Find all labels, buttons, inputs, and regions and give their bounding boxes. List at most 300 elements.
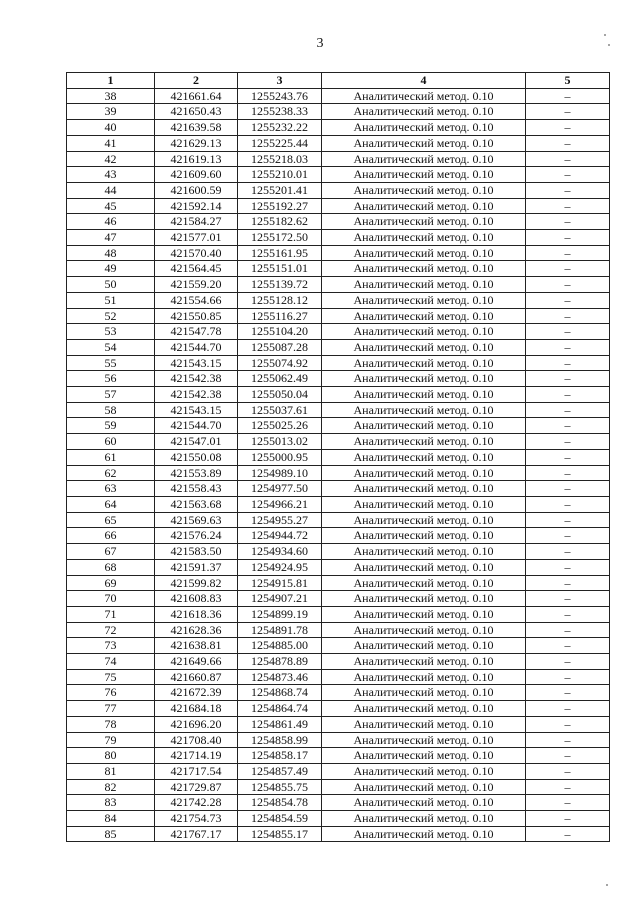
coordinate-x-cell: 421600.59 (155, 182, 238, 198)
method-accuracy-cell: Аналитический метод. 0.10 (322, 88, 526, 104)
description-cell: – (526, 654, 610, 670)
table-row (67, 496, 610, 512)
method-accuracy-cell: Аналитический метод. 0.10 (322, 261, 526, 277)
coordinate-y-cell: 1255182.62 (238, 214, 322, 230)
table-row (67, 387, 610, 403)
method-accuracy-cell: Аналитический метод. 0.10 (322, 591, 526, 607)
description-cell: – (526, 339, 610, 355)
table-row (67, 230, 610, 246)
description-cell: – (526, 496, 610, 512)
method-accuracy-cell: Аналитический метод. 0.10 (322, 308, 526, 324)
method-accuracy-cell: Аналитический метод. 0.10 (322, 528, 526, 544)
description-cell: – (526, 544, 610, 560)
table-row (67, 465, 610, 481)
point-number-cell: 65 (67, 512, 155, 528)
coordinate-x-cell: 421754.73 (155, 811, 238, 827)
coordinate-y-cell: 1254989.10 (238, 465, 322, 481)
point-number-cell: 48 (67, 245, 155, 261)
description-cell: – (526, 779, 610, 795)
point-number-cell: 46 (67, 214, 155, 230)
method-accuracy-cell: Аналитический метод. 0.10 (322, 544, 526, 560)
table-row (67, 512, 610, 528)
table-row (67, 198, 610, 214)
table-row (67, 716, 610, 732)
table-row (67, 795, 610, 811)
table-row (67, 277, 610, 293)
coordinate-x-cell: 421543.15 (155, 402, 238, 418)
point-number-cell: 74 (67, 654, 155, 670)
method-accuracy-cell: Аналитический метод. 0.10 (322, 575, 526, 591)
coordinate-y-cell: 1255243.76 (238, 88, 322, 104)
coordinate-x-cell: 421569.63 (155, 512, 238, 528)
method-accuracy-cell: Аналитический метод. 0.10 (322, 465, 526, 481)
point-number-cell: 38 (67, 88, 155, 104)
column-header-5: 5 (526, 73, 610, 89)
description-cell: – (526, 151, 610, 167)
method-accuracy-cell: Аналитический метод. 0.10 (322, 151, 526, 167)
coordinate-y-cell: 1254915.81 (238, 575, 322, 591)
coordinate-x-cell: 421649.66 (155, 654, 238, 670)
table-row (67, 214, 610, 230)
table-row (67, 575, 610, 591)
point-number-cell: 81 (67, 763, 155, 779)
point-number-cell: 49 (67, 261, 155, 277)
description-cell: – (526, 292, 610, 308)
table-row (67, 402, 610, 418)
point-number-cell: 83 (67, 795, 155, 811)
coordinate-x-cell: 421714.19 (155, 748, 238, 764)
coordinate-y-cell: 1255037.61 (238, 402, 322, 418)
coordinate-y-cell: 1254855.75 (238, 779, 322, 795)
point-number-cell: 54 (67, 339, 155, 355)
description-cell: – (526, 512, 610, 528)
table-row (67, 763, 610, 779)
method-accuracy-cell: Аналитический метод. 0.10 (322, 292, 526, 308)
coordinate-y-cell: 1255013.02 (238, 434, 322, 450)
coordinate-y-cell: 1255139.72 (238, 277, 322, 293)
coordinate-x-cell: 421544.70 (155, 339, 238, 355)
coordinate-x-cell: 421584.27 (155, 214, 238, 230)
coordinate-y-cell: 1255201.41 (238, 182, 322, 198)
coordinate-y-cell: 1254854.59 (238, 811, 322, 827)
coordinate-y-cell: 1255087.28 (238, 339, 322, 355)
point-number-cell: 41 (67, 135, 155, 151)
table-row (67, 481, 610, 497)
table-row (67, 371, 610, 387)
coordinate-x-cell: 421629.13 (155, 135, 238, 151)
point-number-cell: 51 (67, 292, 155, 308)
method-accuracy-cell: Аналитический метод. 0.10 (322, 402, 526, 418)
point-number-cell: 80 (67, 748, 155, 764)
description-cell: – (526, 167, 610, 183)
method-accuracy-cell: Аналитический метод. 0.10 (322, 120, 526, 136)
coordinate-x-cell: 421608.83 (155, 591, 238, 607)
coordinate-y-cell: 1254924.95 (238, 559, 322, 575)
method-accuracy-cell: Аналитический метод. 0.10 (322, 481, 526, 497)
description-cell: – (526, 826, 610, 842)
point-number-cell: 64 (67, 496, 155, 512)
coordinate-x-cell: 421742.28 (155, 795, 238, 811)
coordinate-y-cell: 1254854.78 (238, 795, 322, 811)
method-accuracy-cell: Аналитический метод. 0.10 (322, 763, 526, 779)
table-row (67, 544, 610, 560)
coordinate-y-cell: 1255025.26 (238, 418, 322, 434)
point-number-cell: 58 (67, 402, 155, 418)
description-cell: – (526, 622, 610, 638)
table-row (67, 654, 610, 670)
table-row (67, 622, 610, 638)
coordinate-x-cell: 421696.20 (155, 716, 238, 732)
point-number-cell: 70 (67, 591, 155, 607)
description-cell: – (526, 402, 610, 418)
coordinate-y-cell: 1254878.89 (238, 654, 322, 670)
coordinate-y-cell: 1255062.49 (238, 371, 322, 387)
description-cell: – (526, 481, 610, 497)
table-row (67, 434, 610, 450)
table-row (67, 811, 610, 827)
point-number-cell: 42 (67, 151, 155, 167)
point-number-cell: 45 (67, 198, 155, 214)
method-accuracy-cell: Аналитический метод. 0.10 (322, 230, 526, 246)
coordinate-y-cell: 1255232.22 (238, 120, 322, 136)
column-header-2: 2 (155, 73, 238, 89)
coordinate-x-cell: 421618.36 (155, 606, 238, 622)
method-accuracy-cell: Аналитический метод. 0.10 (322, 198, 526, 214)
description-cell: – (526, 214, 610, 230)
method-accuracy-cell: Аналитический метод. 0.10 (322, 795, 526, 811)
point-number-cell: 72 (67, 622, 155, 638)
description-cell: – (526, 120, 610, 136)
coordinate-y-cell: 1254885.00 (238, 638, 322, 654)
coordinate-y-cell: 1255151.01 (238, 261, 322, 277)
description-cell: – (526, 308, 610, 324)
coordinate-x-cell: 421559.20 (155, 277, 238, 293)
method-accuracy-cell: Аналитический метод. 0.10 (322, 732, 526, 748)
point-number-cell: 44 (67, 182, 155, 198)
coordinate-y-cell: 1254966.21 (238, 496, 322, 512)
table-row (67, 779, 610, 795)
coordinate-x-cell: 421554.66 (155, 292, 238, 308)
description-cell: – (526, 355, 610, 371)
coordinate-x-cell: 421672.39 (155, 685, 238, 701)
coordinate-x-cell: 421592.14 (155, 198, 238, 214)
method-accuracy-cell: Аналитический метод. 0.10 (322, 496, 526, 512)
table-row (67, 606, 610, 622)
method-accuracy-cell: Аналитический метод. 0.10 (322, 669, 526, 685)
point-number-cell: 43 (67, 167, 155, 183)
method-accuracy-cell: Аналитический метод. 0.10 (322, 387, 526, 403)
point-number-cell: 55 (67, 355, 155, 371)
method-accuracy-cell: Аналитический метод. 0.10 (322, 135, 526, 151)
method-accuracy-cell: Аналитический метод. 0.10 (322, 324, 526, 340)
coordinates-table (66, 72, 610, 842)
coordinate-y-cell: 1254899.19 (238, 606, 322, 622)
coordinate-y-cell: 1255238.33 (238, 104, 322, 120)
point-number-cell: 57 (67, 387, 155, 403)
table-row (67, 182, 610, 198)
method-accuracy-cell: Аналитический метод. 0.10 (322, 512, 526, 528)
method-accuracy-cell: Аналитический метод. 0.10 (322, 355, 526, 371)
coordinate-y-cell: 1254977.50 (238, 481, 322, 497)
coordinate-x-cell: 421661.64 (155, 88, 238, 104)
table-header-row (67, 73, 610, 89)
point-number-cell: 68 (67, 559, 155, 575)
page-number: 3 (316, 36, 324, 51)
coordinate-x-cell: 421542.38 (155, 371, 238, 387)
table-row (67, 261, 610, 277)
method-accuracy-cell: Аналитический метод. 0.10 (322, 449, 526, 465)
coordinate-y-cell: 1255225.44 (238, 135, 322, 151)
coordinate-y-cell: 1255128.12 (238, 292, 322, 308)
point-number-cell: 50 (67, 277, 155, 293)
point-number-cell: 67 (67, 544, 155, 560)
description-cell: – (526, 701, 610, 717)
coordinate-y-cell: 1255116.27 (238, 308, 322, 324)
scan-speck (608, 44, 610, 46)
method-accuracy-cell: Аналитический метод. 0.10 (322, 826, 526, 842)
point-number-cell: 39 (67, 104, 155, 120)
table-row (67, 308, 610, 324)
description-cell: – (526, 434, 610, 450)
coordinate-x-cell: 421639.58 (155, 120, 238, 136)
method-accuracy-cell: Аналитический метод. 0.10 (322, 654, 526, 670)
coordinate-y-cell: 1254864.74 (238, 701, 322, 717)
coordinate-x-cell: 421544.70 (155, 418, 238, 434)
column-header-3: 3 (238, 73, 322, 89)
description-cell: – (526, 669, 610, 685)
point-number-cell: 56 (67, 371, 155, 387)
point-number-cell: 63 (67, 481, 155, 497)
method-accuracy-cell: Аналитический метод. 0.10 (322, 638, 526, 654)
coordinate-x-cell: 421708.40 (155, 732, 238, 748)
table-row (67, 88, 610, 104)
method-accuracy-cell: Аналитический метод. 0.10 (322, 811, 526, 827)
coordinate-x-cell: 421599.82 (155, 575, 238, 591)
method-accuracy-cell: Аналитический метод. 0.10 (322, 214, 526, 230)
method-accuracy-cell: Аналитический метод. 0.10 (322, 716, 526, 732)
method-accuracy-cell: Аналитический метод. 0.10 (322, 245, 526, 261)
description-cell: – (526, 575, 610, 591)
coordinate-y-cell: 1255172.50 (238, 230, 322, 246)
description-cell: – (526, 795, 610, 811)
coordinate-x-cell: 421729.87 (155, 779, 238, 795)
column-header-4: 4 (322, 73, 526, 89)
coordinate-x-cell: 421619.13 (155, 151, 238, 167)
description-cell: – (526, 606, 610, 622)
coordinate-x-cell: 421609.60 (155, 167, 238, 183)
table-row (67, 732, 610, 748)
point-number-cell: 85 (67, 826, 155, 842)
coordinate-x-cell: 421564.45 (155, 261, 238, 277)
point-number-cell: 52 (67, 308, 155, 324)
table-row (67, 167, 610, 183)
point-number-cell: 82 (67, 779, 155, 795)
coordinate-x-cell: 421583.50 (155, 544, 238, 560)
table-row (67, 418, 610, 434)
point-number-cell: 59 (67, 418, 155, 434)
coordinate-x-cell: 421550.85 (155, 308, 238, 324)
method-accuracy-cell: Аналитический метод. 0.10 (322, 748, 526, 764)
coordinate-x-cell: 421684.18 (155, 701, 238, 717)
description-cell: – (526, 465, 610, 481)
coordinate-y-cell: 1254944.72 (238, 528, 322, 544)
coordinate-x-cell: 421558.43 (155, 481, 238, 497)
coordinate-y-cell: 1254891.78 (238, 622, 322, 638)
point-number-cell: 79 (67, 732, 155, 748)
method-accuracy-cell: Аналитический метод. 0.10 (322, 779, 526, 795)
description-cell: – (526, 811, 610, 827)
table-row (67, 638, 610, 654)
description-cell: – (526, 685, 610, 701)
point-number-cell: 77 (67, 701, 155, 717)
coordinate-x-cell: 421570.40 (155, 245, 238, 261)
point-number-cell: 40 (67, 120, 155, 136)
point-number-cell: 75 (67, 669, 155, 685)
coordinate-y-cell: 1255000.95 (238, 449, 322, 465)
table-row (67, 355, 610, 371)
description-cell: – (526, 324, 610, 340)
description-cell: – (526, 261, 610, 277)
coordinate-x-cell: 421767.17 (155, 826, 238, 842)
table-row (67, 104, 610, 120)
coordinate-y-cell: 1254855.17 (238, 826, 322, 842)
description-cell: – (526, 638, 610, 654)
coordinate-x-cell: 421553.89 (155, 465, 238, 481)
point-number-cell: 73 (67, 638, 155, 654)
method-accuracy-cell: Аналитический метод. 0.10 (322, 701, 526, 717)
coordinate-x-cell: 421628.36 (155, 622, 238, 638)
coordinate-y-cell: 1254873.46 (238, 669, 322, 685)
coordinate-y-cell: 1255050.04 (238, 387, 322, 403)
column-header-1: 1 (67, 73, 155, 89)
description-cell: – (526, 104, 610, 120)
coordinate-y-cell: 1255218.03 (238, 151, 322, 167)
table-row (67, 324, 610, 340)
coordinate-x-cell: 421660.87 (155, 669, 238, 685)
coordinate-y-cell: 1254955.27 (238, 512, 322, 528)
coordinate-x-cell: 421547.78 (155, 324, 238, 340)
description-cell: – (526, 418, 610, 434)
table-row (67, 826, 610, 842)
description-cell: – (526, 387, 610, 403)
table-row (67, 135, 610, 151)
description-cell: – (526, 528, 610, 544)
table-row (67, 120, 610, 136)
table-row (67, 245, 610, 261)
method-accuracy-cell: Аналитический метод. 0.10 (322, 182, 526, 198)
table-row (67, 559, 610, 575)
description-cell: – (526, 763, 610, 779)
description-cell: – (526, 591, 610, 607)
description-cell: – (526, 277, 610, 293)
table-row (67, 449, 610, 465)
description-cell: – (526, 748, 610, 764)
coordinate-y-cell: 1255192.27 (238, 198, 322, 214)
method-accuracy-cell: Аналитический метод. 0.10 (322, 559, 526, 575)
point-number-cell: 62 (67, 465, 155, 481)
coordinate-y-cell: 1255104.20 (238, 324, 322, 340)
point-number-cell: 71 (67, 606, 155, 622)
table-row (67, 591, 610, 607)
method-accuracy-cell: Аналитический метод. 0.10 (322, 606, 526, 622)
point-number-cell: 66 (67, 528, 155, 544)
point-number-cell: 84 (67, 811, 155, 827)
point-number-cell: 60 (67, 434, 155, 450)
coordinate-y-cell: 1255210.01 (238, 167, 322, 183)
coordinate-y-cell: 1254868.74 (238, 685, 322, 701)
coordinate-x-cell: 421547.01 (155, 434, 238, 450)
coordinate-x-cell: 421543.15 (155, 355, 238, 371)
method-accuracy-cell: Аналитический метод. 0.10 (322, 418, 526, 434)
description-cell: – (526, 449, 610, 465)
coordinate-x-cell: 421591.37 (155, 559, 238, 575)
description-cell: – (526, 371, 610, 387)
description-cell: – (526, 135, 610, 151)
coordinate-x-cell: 421577.01 (155, 230, 238, 246)
scan-speck (604, 34, 606, 36)
table-row (67, 685, 610, 701)
method-accuracy-cell: Аналитический метод. 0.10 (322, 277, 526, 293)
coordinate-x-cell: 421542.38 (155, 387, 238, 403)
coordinate-y-cell: 1254858.99 (238, 732, 322, 748)
description-cell: – (526, 182, 610, 198)
table-row (67, 292, 610, 308)
description-cell: – (526, 230, 610, 246)
table-row (67, 669, 610, 685)
coordinate-x-cell: 421650.43 (155, 104, 238, 120)
method-accuracy-cell: Аналитический метод. 0.10 (322, 371, 526, 387)
table-row (67, 701, 610, 717)
method-accuracy-cell: Аналитический метод. 0.10 (322, 339, 526, 355)
point-number-cell: 61 (67, 449, 155, 465)
table-row (67, 339, 610, 355)
method-accuracy-cell: Аналитический метод. 0.10 (322, 622, 526, 638)
coordinate-x-cell: 421563.68 (155, 496, 238, 512)
coordinate-x-cell: 421717.54 (155, 763, 238, 779)
description-cell: – (526, 245, 610, 261)
coordinate-y-cell: 1254858.17 (238, 748, 322, 764)
table-row (67, 748, 610, 764)
method-accuracy-cell: Аналитический метод. 0.10 (322, 104, 526, 120)
table-row (67, 528, 610, 544)
coordinate-y-cell: 1255161.95 (238, 245, 322, 261)
point-number-cell: 76 (67, 685, 155, 701)
coordinate-y-cell: 1254857.49 (238, 763, 322, 779)
coordinate-y-cell: 1255074.92 (238, 355, 322, 371)
table-row (67, 151, 610, 167)
method-accuracy-cell: Аналитический метод. 0.10 (322, 167, 526, 183)
scan-speck (606, 884, 608, 886)
point-number-cell: 47 (67, 230, 155, 246)
coordinate-y-cell: 1254907.21 (238, 591, 322, 607)
point-number-cell: 53 (67, 324, 155, 340)
method-accuracy-cell: Аналитический метод. 0.10 (322, 434, 526, 450)
coordinate-x-cell: 421638.81 (155, 638, 238, 654)
description-cell: – (526, 559, 610, 575)
description-cell: – (526, 198, 610, 214)
coordinate-y-cell: 1254861.49 (238, 716, 322, 732)
table-body (67, 88, 610, 842)
point-number-cell: 78 (67, 716, 155, 732)
coordinate-y-cell: 1254934.60 (238, 544, 322, 560)
description-cell: – (526, 716, 610, 732)
coordinate-x-cell: 421550.08 (155, 449, 238, 465)
point-number-cell: 69 (67, 575, 155, 591)
method-accuracy-cell: Аналитический метод. 0.10 (322, 685, 526, 701)
description-cell: – (526, 88, 610, 104)
description-cell: – (526, 732, 610, 748)
coordinate-x-cell: 421576.24 (155, 528, 238, 544)
